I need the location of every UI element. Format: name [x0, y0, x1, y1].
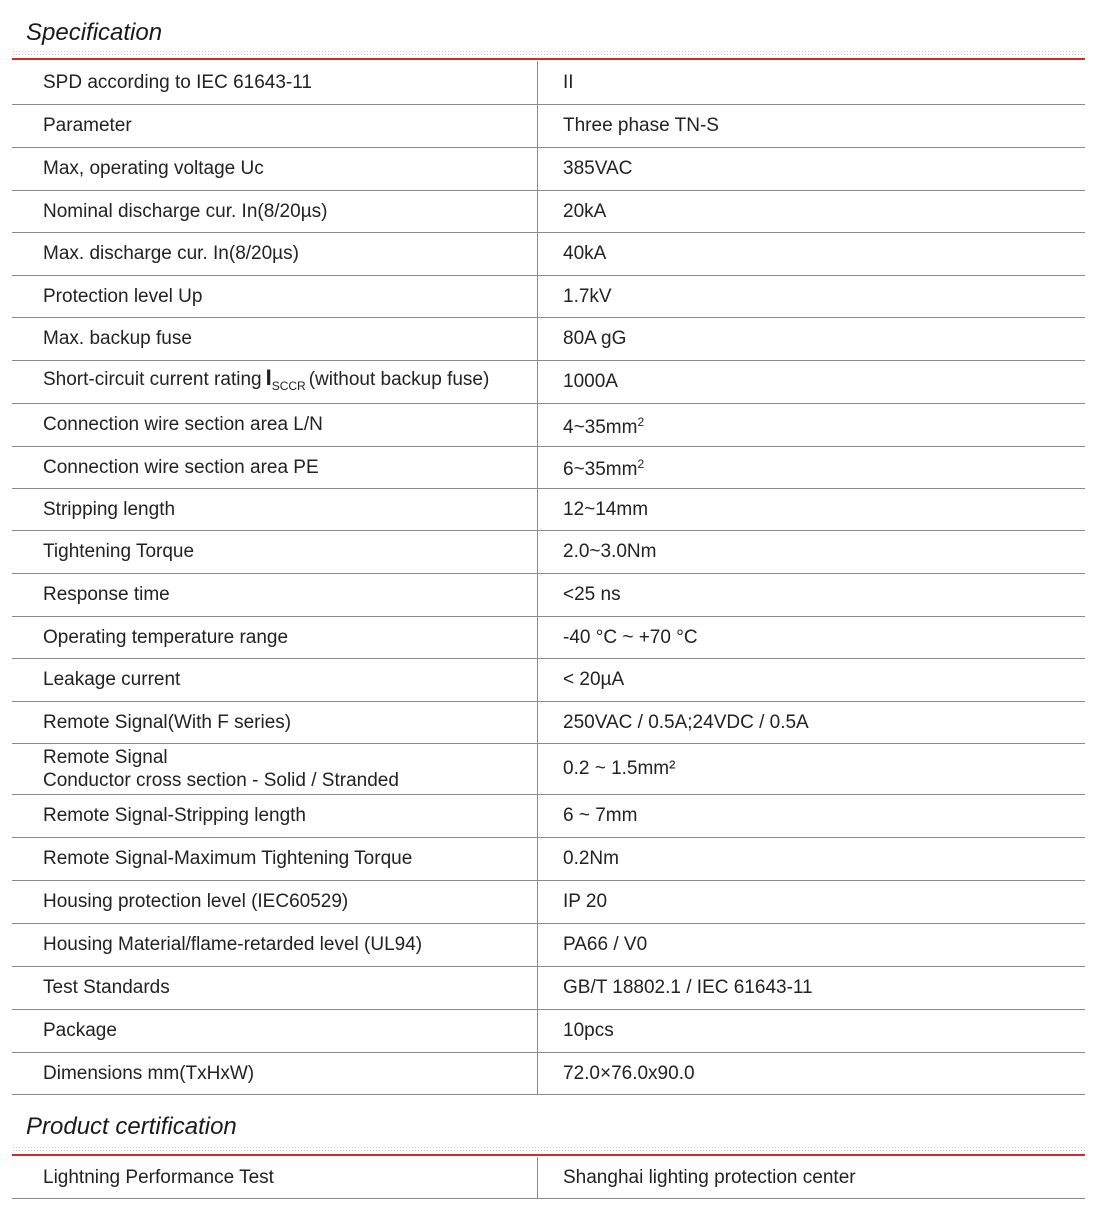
spec-value: 80A gG: [538, 317, 1086, 360]
spec-value: < 20µA: [538, 658, 1086, 701]
spec-label: Max. backup fuse: [12, 317, 538, 360]
spec-value-main: 6~35mm: [563, 459, 638, 480]
spec-label: Test Standards: [12, 966, 538, 1009]
spec-value-main: 4~35mm: [563, 416, 638, 438]
table-row: [12, 743, 1085, 794]
table-row: [12, 794, 1085, 837]
spec-value: 0.2 ~ 1.5mm²: [538, 743, 1086, 794]
table-row: [12, 923, 1085, 966]
spec-label: Leakage current: [12, 658, 538, 701]
table-row: [12, 837, 1085, 880]
spec-label: Dimensions mm(TxHxW): [12, 1052, 538, 1094]
spec-label: SPD according to IEC 61643-11: [12, 61, 538, 104]
certification-header-rule: [12, 1146, 1085, 1156]
superscript: 2: [637, 414, 645, 429]
spec-label: Remote Signal(With F series): [12, 701, 538, 743]
spec-value: 250VAC / 0.5A;24VDC / 0.5A: [538, 701, 1086, 743]
specification-title: Specification: [26, 19, 163, 46]
spec-value: 6 ~ 7mm: [538, 794, 1086, 837]
spec-value: 2.0~3.0Nm: [538, 530, 1086, 573]
table-row: [12, 104, 1085, 147]
spec-label: Max. discharge cur. In(8/20µs): [12, 232, 538, 275]
spec-label: Nominal discharge cur. In(8/20µs): [12, 190, 538, 232]
spec-label-line: Conductor cross section - Solid / Stranded: [43, 769, 399, 791]
spec-label-prefix: Short-circuit current rating: [43, 368, 262, 390]
specification-table: [12, 61, 1085, 1095]
dotted-rule: [12, 1146, 1085, 1153]
current-symbol: I: [265, 364, 272, 390]
spec-label: Connection wire section area L/N: [12, 403, 538, 446]
spec-value: PA66 / V0: [538, 923, 1086, 966]
spec-label: Parameter: [12, 104, 538, 147]
table-row: [12, 1052, 1085, 1094]
specification-header-rule: [12, 50, 1085, 60]
certification-label: Lightning Performance Test: [12, 1157, 538, 1198]
spec-label: Remote Signal-Maximum Tightening Torque: [12, 837, 538, 880]
table-row: [12, 147, 1085, 190]
table-row: [12, 61, 1085, 104]
table-row: [12, 232, 1085, 275]
spec-label: Housing Material/flame-retarded level (UL94): [12, 923, 538, 966]
certification-value: Shanghai lighting protection center: [538, 1157, 1086, 1198]
sccr-subscript: SCCR: [271, 378, 306, 393]
spec-value: [538, 446, 1086, 488]
spec-label: Protection level Up: [12, 275, 538, 317]
spec-label: Max, operating voltage Uc: [12, 147, 538, 190]
table-row: [12, 1157, 1085, 1198]
certification-table: [12, 1157, 1085, 1199]
spec-label: [12, 743, 538, 794]
spec-value: 72.0×76.0x90.0: [538, 1052, 1086, 1094]
table-row: [12, 573, 1085, 616]
spec-value: 1.7kV: [538, 275, 1086, 317]
table-row: [12, 403, 1085, 446]
spec-value: 20kA: [538, 190, 1086, 232]
certification-title: Product certification: [26, 1113, 237, 1140]
spec-label: Operating temperature range: [12, 616, 538, 658]
spec-label: Tightening Torque: [12, 530, 538, 573]
red-rule: [12, 1154, 1085, 1156]
spec-value: IP 20: [538, 880, 1086, 923]
table-row: [12, 616, 1085, 658]
spec-value: 0.2Nm: [538, 837, 1086, 880]
table-row: [12, 530, 1085, 573]
table-row: [12, 488, 1085, 530]
spec-value: II: [538, 61, 1086, 104]
spec-label: Remote Signal-Stripping length: [12, 794, 538, 837]
spec-value: GB/T 18802.1 / IEC 61643-11: [538, 966, 1086, 1009]
spec-label-suffix: (without backup fuse): [308, 368, 490, 390]
spec-value: <25 ns: [538, 573, 1086, 616]
table-row: [12, 880, 1085, 923]
spec-label: Package: [12, 1009, 538, 1052]
spec-value: -40 °C ~ +70 °C: [538, 616, 1086, 658]
red-rule: [12, 58, 1085, 60]
table-row: [12, 360, 1085, 403]
table-row: [12, 275, 1085, 317]
table-row: [12, 966, 1085, 1009]
spec-value: 40kA: [538, 232, 1086, 275]
spec-label: [12, 360, 538, 403]
spec-label: Stripping length: [12, 488, 538, 530]
spec-label: Response time: [12, 573, 538, 616]
dotted-rule: [12, 50, 1085, 57]
table-row: [12, 658, 1085, 701]
spec-label-line: Remote Signal: [43, 746, 168, 768]
superscript: 2: [637, 457, 645, 471]
table-row: [12, 317, 1085, 360]
table-row: [12, 190, 1085, 232]
table-row: [12, 446, 1085, 488]
spec-value: [538, 403, 1086, 446]
spec-value: 10pcs: [538, 1009, 1086, 1052]
spec-label: Connection wire section area PE: [12, 446, 538, 488]
spec-value: 12~14mm: [538, 488, 1086, 530]
spec-label: Housing protection level (IEC60529): [12, 880, 538, 923]
table-row: [12, 701, 1085, 743]
spec-value: Three phase TN-S: [538, 104, 1086, 147]
table-row: [12, 1009, 1085, 1052]
spec-value: 1000A: [538, 360, 1086, 403]
spec-value: 385VAC: [538, 147, 1086, 190]
